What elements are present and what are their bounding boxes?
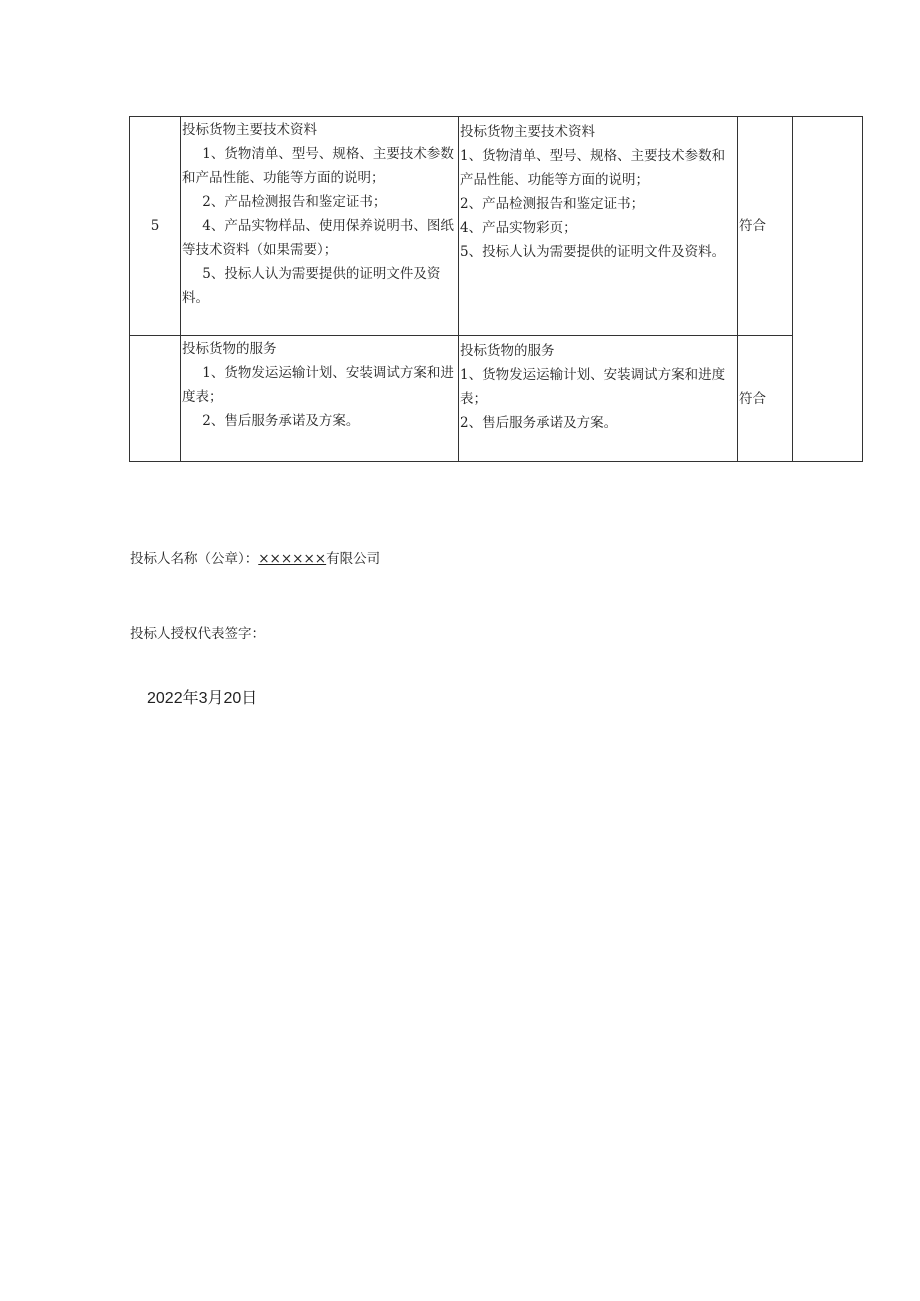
requirement-title: 投标货物主要技术资料 [182, 122, 317, 138]
response-cell [459, 336, 738, 462]
result-cell: 符合 [738, 336, 793, 462]
response-item: 4、产品实物彩页； [460, 220, 577, 236]
requirement-item: 5、投标人认为需要提供的证明文件及资料。 [182, 266, 441, 306]
response-item: 5、投标人认为需要提供的证明文件及资料。 [460, 244, 726, 260]
representative-signature-line [130, 624, 265, 644]
table-row [130, 336, 863, 462]
response-cell [459, 117, 738, 336]
response-title: 投标货物的服务 [460, 343, 555, 359]
document-date: 2022年3月20日 [147, 690, 258, 707]
bidder-name-label: 投标人名称（公章）： [130, 551, 259, 567]
response-item: 2、售后服务承诺及方案。 [460, 415, 618, 431]
row-number [130, 336, 181, 462]
requirement-item: 1、货物发运运输计划、安装调试方案和进度表； [182, 365, 454, 405]
company-name-masked: ×××××× [258, 551, 327, 567]
requirement-item: 2、产品检测报告和鉴定证书； [202, 194, 387, 210]
requirement-item: 1、货物清单、型号、规格、主要技术参数和产品性能、功能等方面的说明； [182, 146, 454, 186]
response-title: 投标货物主要技术资料 [460, 124, 595, 140]
requirement-item: 4、产品实物样品、使用保养说明书、图纸等技术资料（如果需要）； [182, 218, 454, 258]
table-row [130, 117, 863, 336]
requirement-cell [181, 336, 459, 462]
company-name-suffix: 有限公司 [326, 551, 381, 567]
requirement-cell [181, 117, 459, 336]
requirement-item: 2、售后服务承诺及方案。 [202, 413, 360, 429]
compliance-table [129, 116, 863, 462]
response-item: 1、货物清单、型号、规格、主要技术参数和产品性能、功能等方面的说明； [460, 148, 726, 188]
response-item: 1、货物发运运输计划、安装调试方案和进度表； [460, 367, 726, 407]
remarks-cell [793, 117, 863, 462]
representative-signature-label: 投标人授权代表签字： [130, 626, 265, 642]
bidder-name-line [130, 549, 380, 569]
response-item: 2、产品检测报告和鉴定证书； [460, 196, 645, 212]
row-number: 5 [130, 117, 181, 336]
requirement-title: 投标货物的服务 [182, 341, 277, 357]
result-cell: 符合 [738, 117, 793, 336]
